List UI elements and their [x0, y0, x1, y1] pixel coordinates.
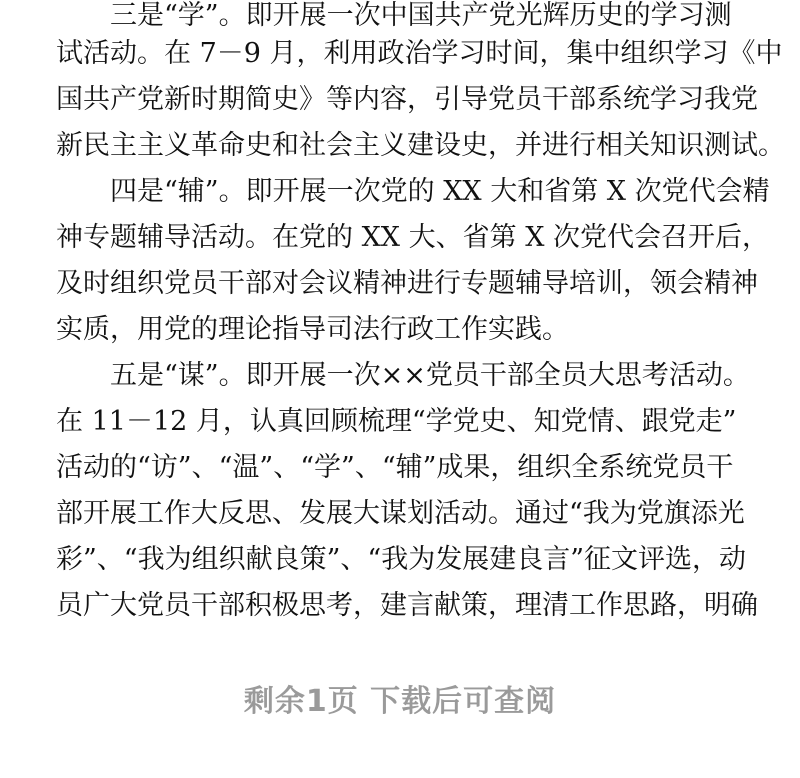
paragraph-line: 部开展工作大反思、发展大谋划活动。通过“我为党旗添光 — [56, 498, 745, 529]
paragraph-line: 四是“辅”。即开展一次党的 XX 大和省第 X 次党代会精 — [110, 176, 770, 207]
paragraph-line: 国共产党新时期简史》等内容，引导党员干部系统学习我党 — [56, 84, 758, 115]
paragraph-line: 神专题辅导活动。在党的 XX 大、省第 X 次党代会召开后， — [56, 222, 769, 253]
paragraph-line: 活动的“访”、“温”、“学”、“辅”成果，组织全系统党员干 — [56, 452, 734, 483]
paragraph-line: 在 11－12 月，认真回顾梳理“学党史、知党情、跟党走” — [56, 406, 737, 437]
paragraph-line: 实质，用党的理论指导司法行政工作实践。 — [56, 314, 569, 345]
paragraph-line: 五是“谋”。即开展一次××党员干部全员大思考活动。 — [110, 360, 750, 391]
paragraph-line: 员广大党员干部积极思考，建言献策，理清工作思路，明确 — [56, 590, 758, 621]
paragraph-line: 三是“学”。即开展一次中国共产党光辉历史的学习测 — [110, 0, 732, 31]
paragraph-line: 及时组织党员干部对会议精神进行专题辅导培训，领会精神 — [56, 268, 758, 299]
remaining-pages-note[interactable]: 剩余1页 下载后可查阅 — [243, 684, 557, 719]
paragraph-line: 试活动。在 7－9 月，利用政治学习时间，集中组织学习《中 — [56, 38, 783, 69]
paragraph-line: 新民主主义革命史和社会主义建设史，并进行相关知识测试。 — [56, 130, 785, 161]
paragraph-line: 彩”、“我为组织献良策”、“我为发展建良言”征文评选，动 — [56, 544, 747, 575]
